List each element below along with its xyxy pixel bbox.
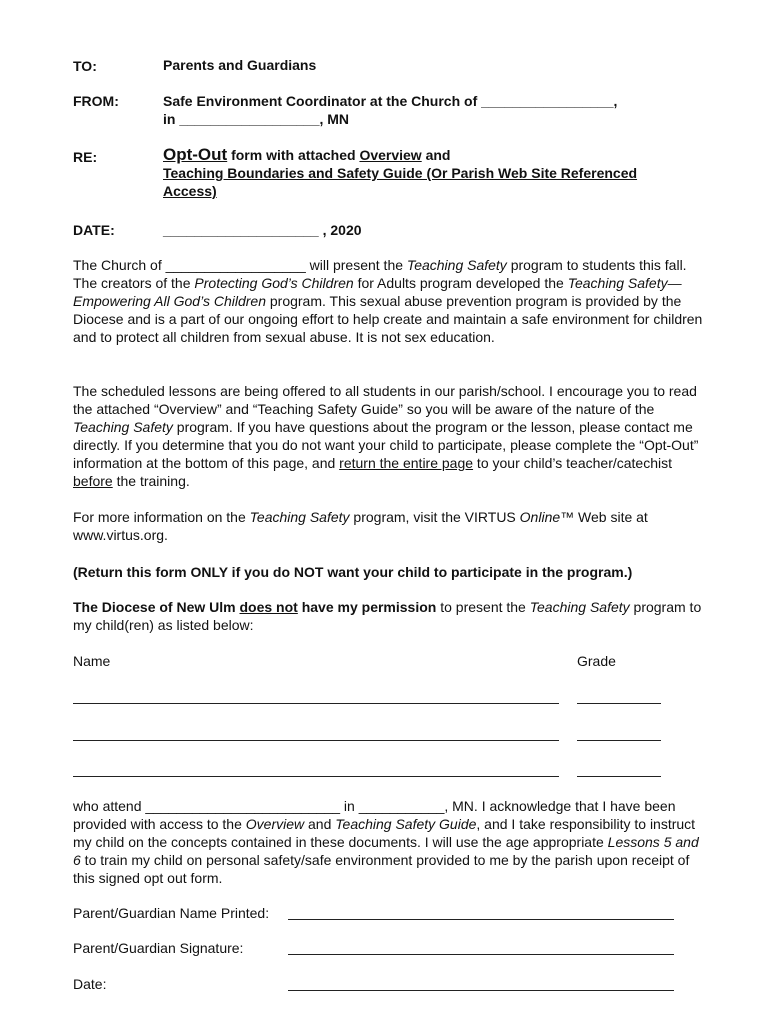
ack-italic-1: Overview bbox=[245, 816, 305, 832]
lessons-paragraph bbox=[73, 382, 703, 490]
guardian-name-label: Parent/Guardian Name Printed: bbox=[73, 905, 270, 921]
ack-text-1: who attend _________________________ in ___________, MN. I acknowledge that I have been provided with access to the bbox=[73, 798, 676, 832]
para2-text-4: the training. bbox=[112, 473, 190, 489]
para1-text-3: for Adults program developed the bbox=[353, 275, 568, 291]
para2-text-2: program. If you have questions about the program or the lesson, please contact me directly. If you determine that you do not want your child to participate, please complete the “Opt-Out” information at the bottom of this page, and bbox=[73, 419, 699, 471]
permission-text-1: to present the bbox=[436, 599, 530, 615]
guardian-name-field[interactable] bbox=[288, 919, 674, 920]
para2-underline-2: before bbox=[73, 473, 113, 489]
intro-paragraph bbox=[73, 256, 703, 346]
from-label: FROM: bbox=[73, 93, 119, 109]
child-name-field-2[interactable] bbox=[73, 740, 559, 741]
ack-text-3: , and I take responsibility to instruct my child on the concepts contained in these documents. I will use the age appropriate bbox=[73, 816, 696, 850]
ack-italic-3: Lessons 5 and 6 bbox=[73, 834, 699, 868]
para1-italic-2: Protecting God’s Children bbox=[194, 275, 354, 291]
guardian-signature-label: Parent/Guardian Signature: bbox=[73, 940, 244, 956]
more-info-paragraph bbox=[73, 508, 703, 544]
re-label: RE: bbox=[73, 149, 98, 165]
ack-text-4: to train my child on personal safety/safe environment provided to me by the parish upon receipt of this signed opt out form. bbox=[73, 852, 690, 886]
permission-bold-1: The Diocese of New Ulm bbox=[73, 599, 240, 615]
date-label: DATE: bbox=[73, 222, 115, 238]
from-line-1: Safe Environment Coordinator at the Church of _________________, bbox=[163, 93, 618, 109]
name-column-header: Name bbox=[73, 653, 111, 669]
para3-italic-1: Teaching Safety bbox=[249, 509, 350, 525]
acknowledgement-paragraph bbox=[73, 797, 703, 887]
para2-text-3: to your child’s teacher/catechist bbox=[473, 455, 672, 471]
permission-does-not: does not bbox=[239, 599, 298, 615]
child-grade-field-1[interactable] bbox=[577, 703, 661, 704]
signature-date-field[interactable] bbox=[288, 990, 674, 991]
ack-italic-2: Teaching Safety Guide bbox=[335, 816, 477, 832]
to-value: Parents and Guardians bbox=[163, 57, 317, 73]
para2-italic-1: Teaching Safety bbox=[73, 419, 173, 435]
guardian-signature-field[interactable] bbox=[288, 954, 674, 955]
re-line-2: Teaching Boundaries and Safety Guide (Or Parish Web Site Referenced bbox=[163, 165, 638, 181]
permission-bold-2: have my permission bbox=[297, 599, 437, 615]
return-note: (Return this form ONLY if you do NOT want your child to participate in the program.) bbox=[73, 564, 633, 580]
re-text-1: form with attached bbox=[227, 147, 360, 163]
para1-text-2: program to students this fall. The creators of the bbox=[73, 257, 687, 291]
re-value bbox=[163, 146, 637, 200]
signature-date-label: Date: bbox=[73, 976, 107, 992]
child-name-field-3[interactable] bbox=[73, 776, 559, 777]
permission-text-2: program to my child(ren) as listed below: bbox=[73, 599, 702, 633]
permission-statement bbox=[73, 598, 703, 634]
para3-text-3: ™ Web site at www.virtus.org. bbox=[73, 509, 648, 543]
child-grade-field-3[interactable] bbox=[577, 776, 661, 777]
ack-text-2: and bbox=[304, 816, 336, 832]
re-line-1 bbox=[163, 146, 637, 164]
permission-italic-1: Teaching Safety bbox=[529, 599, 630, 615]
para1-text-1: The Church of __________________ will present the bbox=[73, 257, 407, 273]
para1-italic-1: Teaching Safety bbox=[406, 257, 507, 273]
re-line-3: Access) bbox=[163, 183, 217, 199]
from-line-2: in __________________, MN bbox=[163, 111, 350, 127]
re-text-2: and bbox=[421, 147, 451, 163]
overview-link-text: Overview bbox=[359, 147, 422, 163]
para3-italic-2: Online bbox=[519, 509, 561, 525]
para3-text-1: For more information on the bbox=[73, 509, 250, 525]
to-label: TO: bbox=[73, 58, 97, 74]
opt-out-title: Opt-Out bbox=[163, 145, 228, 164]
child-grade-field-2[interactable] bbox=[577, 740, 661, 741]
grade-column-header: Grade bbox=[577, 653, 616, 669]
para2-text-1: The scheduled lessons are being offered to all students in our parish/school. I encourage you to read the attached “Overview” and “Teaching Safety Guide” so you will be aware of the nature of the bbox=[73, 383, 697, 417]
para1-text-4: program. This sexual abuse prevention program is provided by the Diocese and is a part of our ongoing effort to help create and maintain a safe environment for children and to protect all children from sexual abuse. It is not sex education. bbox=[73, 293, 703, 345]
date-value: ____________________ , 2020 bbox=[163, 222, 362, 238]
from-value bbox=[163, 92, 617, 128]
child-name-field-1[interactable] bbox=[73, 703, 559, 704]
para1-italic-3: Teaching Safety—Empowering All God’s Children bbox=[73, 275, 682, 309]
para3-text-2: program, visit the VIRTUS bbox=[349, 509, 520, 525]
para2-underline-1: return the entire page bbox=[339, 455, 474, 471]
